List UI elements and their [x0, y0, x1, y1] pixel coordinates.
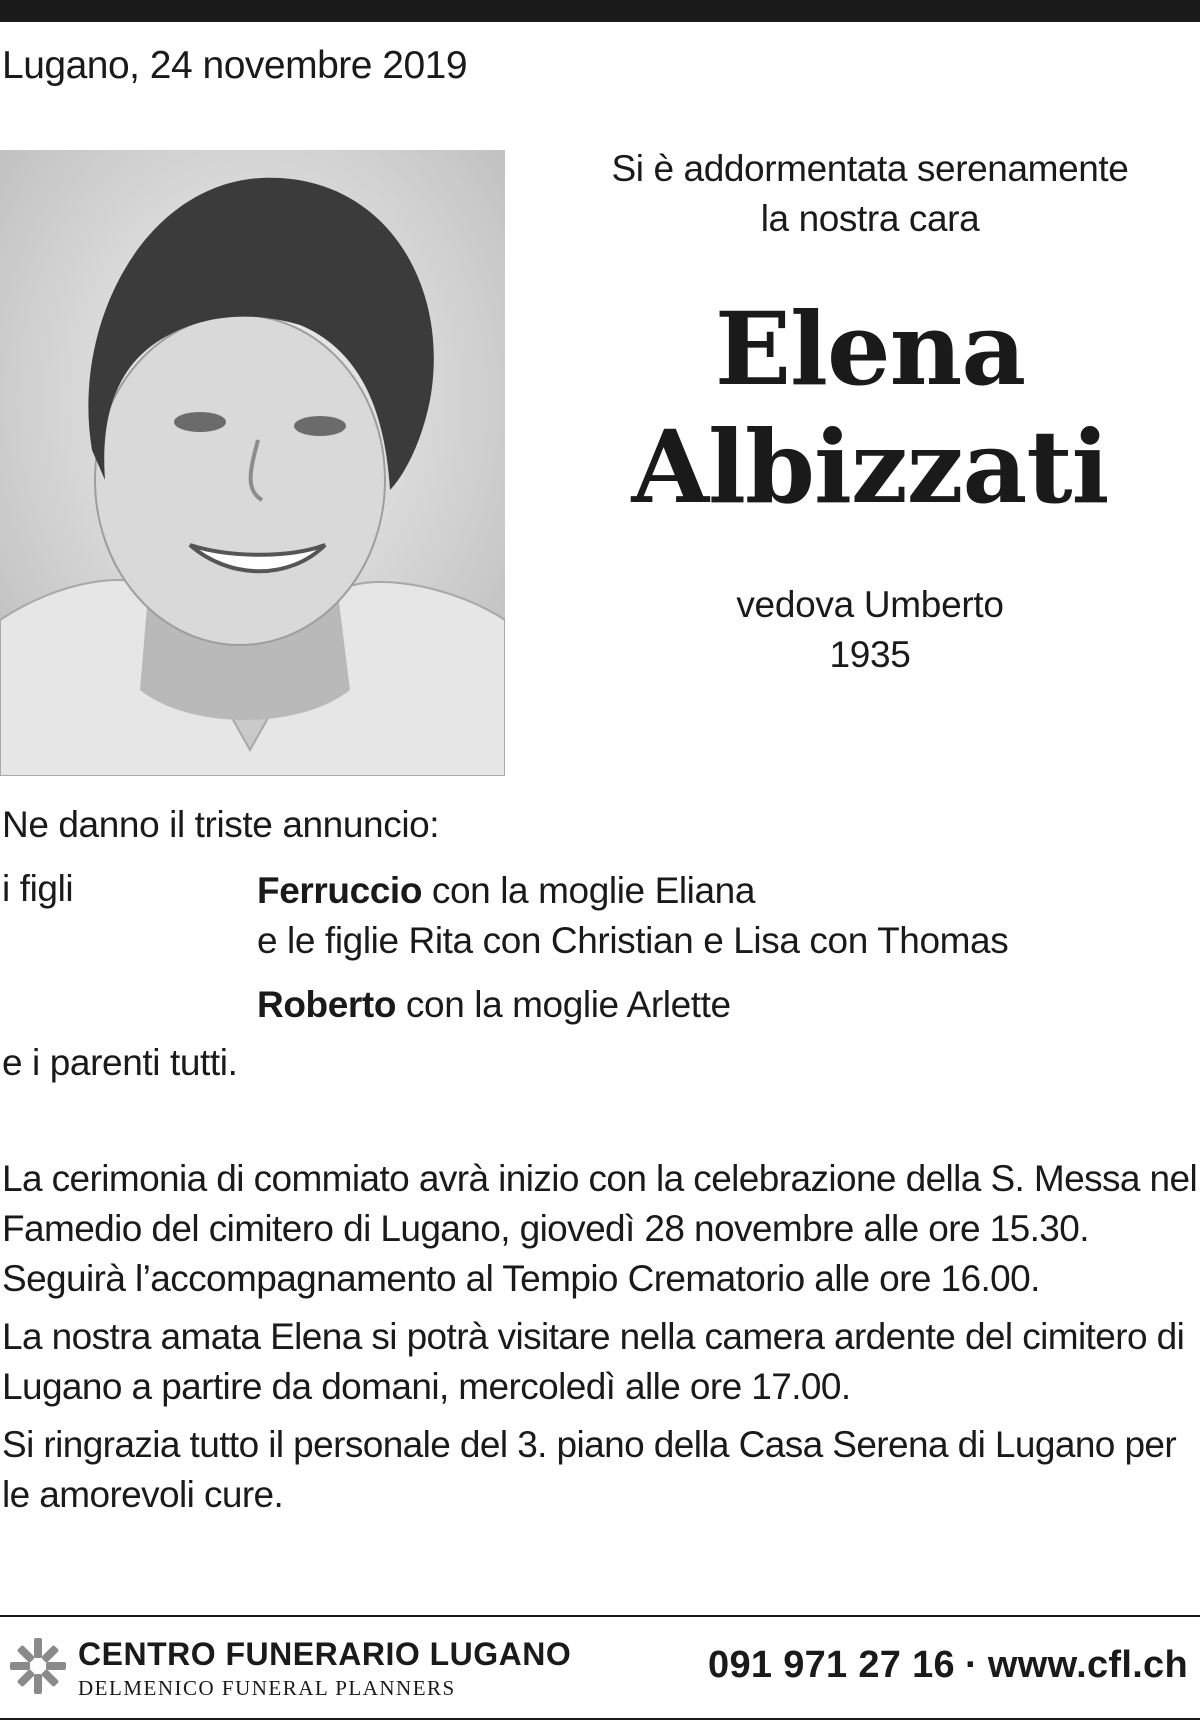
- phone-number[interactable]: 091 971 27 16: [708, 1644, 955, 1686]
- portrait-photo: [0, 150, 505, 776]
- last-name: Albizzati: [631, 408, 1109, 526]
- child-entry: [257, 980, 731, 1030]
- intro-line-1: Si è addormentata serenamente: [611, 148, 1129, 189]
- intro-text: [540, 144, 1200, 244]
- website-link[interactable]: www.cfl.ch: [987, 1644, 1188, 1686]
- child-detail: con la moglie Eliana: [422, 870, 756, 911]
- footer-divider-bottom: [0, 1718, 1200, 1720]
- date-location: Lugano, 24 novembre 2019: [2, 44, 468, 87]
- birth-year: 1935: [829, 634, 911, 675]
- deceased-name: [540, 290, 1200, 526]
- first-name: Elena: [714, 290, 1026, 408]
- child-detail: con la moglie Arlette: [396, 984, 731, 1025]
- footer-divider-top: [0, 1615, 1200, 1617]
- notice-body: [2, 1154, 1198, 1528]
- contact-info: [708, 1644, 1188, 1687]
- child-entry: [257, 866, 1008, 966]
- relatives-line: e i parenti tutti.: [2, 1042, 238, 1083]
- top-border: [0, 0, 1200, 22]
- thanks-paragraph: Si ringrazia tutto il personale del 3. piano della Casa Serena di Lugano per le amorevoli cure.: [2, 1424, 1177, 1515]
- child-name: Ferruccio: [257, 870, 423, 911]
- child-extra: e le figlie Rita con Christian e Lisa con Thomas: [257, 920, 1009, 961]
- ceremony-paragraph: La cerimonia di commiato avrà inizio con la celebrazione della S. Messa nel Famedio del cimitero di Lugano, giovedì 28 novembre alle ore 15.30. Seguirà l’accompagnamento al Tempio Crematorio alle ore 16.00.: [2, 1158, 1198, 1299]
- child-name: Roberto: [257, 984, 397, 1025]
- widow-of: vedova Umberto: [736, 584, 1004, 625]
- funeral-home-subtitle: DELMENICO FUNERAL PLANNERS: [78, 1676, 456, 1700]
- deceased-details: [540, 580, 1200, 680]
- visit-paragraph: La nostra amata Elena si potrà visitare nella camera ardente del cimitero di Lugano a partire da domani, mercoledì alle ore 17.00.: [2, 1316, 1185, 1407]
- funeral-home-name: CENTRO FUNERARIO LUGANO: [78, 1636, 572, 1672]
- radial-burst-icon: [8, 1636, 68, 1696]
- children-label: i figli: [2, 868, 74, 909]
- contact-separator: ·: [964, 1644, 978, 1686]
- intro-line-2: la nostra cara: [760, 198, 980, 239]
- announcement-lead: Ne danno il triste annuncio:: [2, 804, 440, 845]
